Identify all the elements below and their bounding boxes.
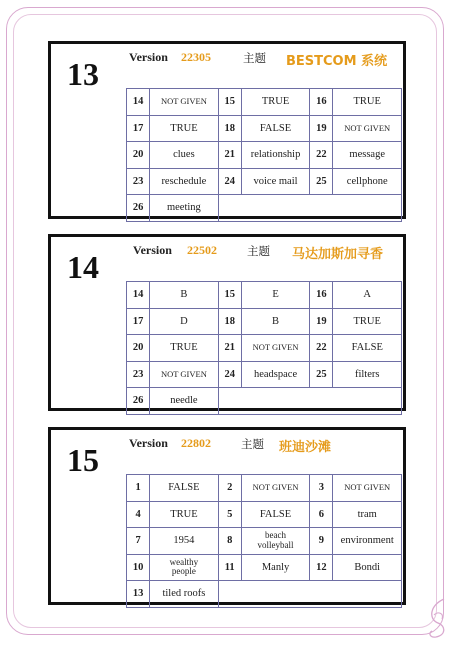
- answer-value: beach volleyball: [241, 528, 309, 555]
- answer-value: environment: [333, 528, 402, 555]
- answer-value: reschedule: [150, 168, 218, 195]
- question-number: 21: [218, 142, 241, 169]
- question-number: 20: [127, 335, 150, 362]
- question-number: 9: [310, 528, 333, 555]
- question-number: 11: [218, 554, 241, 581]
- section-number: 13: [67, 56, 99, 92]
- question-number: 16: [310, 282, 333, 309]
- answer-value: FALSE: [241, 115, 309, 142]
- table-row: [127, 115, 402, 142]
- answer-value: wealthy people: [150, 554, 218, 581]
- table-row: [127, 142, 402, 169]
- table-row: [127, 282, 402, 309]
- answer-panel-14: [48, 234, 406, 411]
- topic-label: 主题: [247, 244, 270, 258]
- answer-value: TRUE: [241, 89, 309, 116]
- empty-cell: [218, 581, 401, 608]
- table-row: [127, 335, 402, 362]
- topic-label: 主题: [243, 51, 266, 65]
- table-row: [127, 361, 402, 388]
- answer-value: FALSE: [333, 335, 402, 362]
- question-number: 25: [310, 168, 333, 195]
- answer-value: filters: [333, 361, 402, 388]
- answer-value: B: [241, 308, 309, 335]
- table-row: [127, 308, 402, 335]
- version-number: 22305: [181, 50, 211, 64]
- answer-value: TRUE: [333, 308, 402, 335]
- question-number: 20: [127, 142, 150, 169]
- question-number: 24: [218, 361, 241, 388]
- version-number: 22802: [181, 436, 211, 450]
- question-number: 7: [127, 528, 150, 555]
- answer-value: E: [241, 282, 309, 309]
- answer-value: tiled roofs: [150, 581, 218, 608]
- answer-value: clues: [150, 142, 218, 169]
- answer-value: TRUE: [150, 501, 218, 528]
- question-number: 22: [310, 335, 333, 362]
- version-label: Version: [129, 436, 168, 450]
- question-number: 2: [218, 475, 241, 502]
- answer-value: message: [333, 142, 402, 169]
- topic-label: 主题: [241, 437, 264, 451]
- answer-value: tram: [333, 501, 402, 528]
- table-row: [127, 475, 402, 502]
- question-number: 23: [127, 168, 150, 195]
- question-number: 15: [218, 282, 241, 309]
- answer-value: 1954: [150, 528, 218, 555]
- question-number: 17: [127, 308, 150, 335]
- answer-value: needle: [150, 388, 218, 415]
- question-number: 15: [218, 89, 241, 116]
- answer-value: TRUE: [150, 115, 218, 142]
- answer-value: NOT GIVEN: [150, 361, 218, 388]
- answer-value: D: [150, 308, 218, 335]
- answer-value: relationship: [241, 142, 309, 169]
- question-number: 18: [218, 115, 241, 142]
- question-number: 25: [310, 361, 333, 388]
- question-number: 19: [310, 308, 333, 335]
- question-number: 14: [127, 282, 150, 309]
- question-number: 21: [218, 335, 241, 362]
- question-number: 8: [218, 528, 241, 555]
- answer-value: headspace: [241, 361, 309, 388]
- answer-value: voice mail: [241, 168, 309, 195]
- answer-value: A: [333, 282, 402, 309]
- topic-title: BESTCOM 系统: [286, 54, 388, 69]
- table-row: [127, 195, 402, 222]
- topic-title: 班迪沙滩: [279, 440, 332, 455]
- answer-value: B: [150, 282, 218, 309]
- question-number: 18: [218, 308, 241, 335]
- question-number: 26: [127, 195, 150, 222]
- topic-title: 马达加斯加寻香: [292, 247, 384, 262]
- empty-cell: [218, 195, 401, 222]
- answer-value: Manly: [241, 554, 309, 581]
- table-row: [127, 501, 402, 528]
- question-number: 10: [127, 554, 150, 581]
- answer-table: [126, 281, 402, 415]
- answer-value: FALSE: [241, 501, 309, 528]
- question-number: 24: [218, 168, 241, 195]
- question-number: 3: [310, 475, 333, 502]
- answer-value: meeting: [150, 195, 218, 222]
- question-number: 23: [127, 361, 150, 388]
- question-number: 5: [218, 501, 241, 528]
- question-number: 13: [127, 581, 150, 608]
- answer-value: FALSE: [150, 475, 218, 502]
- answer-value: NOT GIVEN: [333, 115, 402, 142]
- answer-value: NOT GIVEN: [241, 335, 309, 362]
- question-number: 1: [127, 475, 150, 502]
- question-number: 16: [310, 89, 333, 116]
- answer-value: TRUE: [150, 335, 218, 362]
- version-label: Version: [129, 50, 168, 64]
- question-number: 4: [127, 501, 150, 528]
- table-row: [127, 554, 402, 581]
- answer-value: NOT GIVEN: [333, 475, 402, 502]
- answer-table: [126, 88, 402, 222]
- table-row: [127, 528, 402, 555]
- answer-panel-13: [48, 41, 406, 219]
- question-number: 12: [310, 554, 333, 581]
- question-number: 19: [310, 115, 333, 142]
- answer-table: [126, 474, 402, 608]
- section-number: 15: [67, 442, 99, 478]
- question-number: 26: [127, 388, 150, 415]
- version-number: 22502: [187, 243, 217, 257]
- answer-value: NOT GIVEN: [150, 89, 218, 116]
- table-row: [127, 388, 402, 415]
- question-number: 14: [127, 89, 150, 116]
- table-row: [127, 581, 402, 608]
- table-row: [127, 89, 402, 116]
- answer-value: cellphone: [333, 168, 402, 195]
- answer-value: NOT GIVEN: [241, 475, 309, 502]
- answer-value: Bondi: [333, 554, 402, 581]
- question-number: 6: [310, 501, 333, 528]
- question-number: 22: [310, 142, 333, 169]
- section-number: 14: [67, 249, 99, 285]
- answer-value: TRUE: [333, 89, 402, 116]
- version-label: Version: [133, 243, 172, 257]
- question-number: 17: [127, 115, 150, 142]
- empty-cell: [218, 388, 401, 415]
- table-row: [127, 168, 402, 195]
- decorative-swirl-icon: [424, 597, 450, 641]
- answer-panel-15: [48, 427, 406, 605]
